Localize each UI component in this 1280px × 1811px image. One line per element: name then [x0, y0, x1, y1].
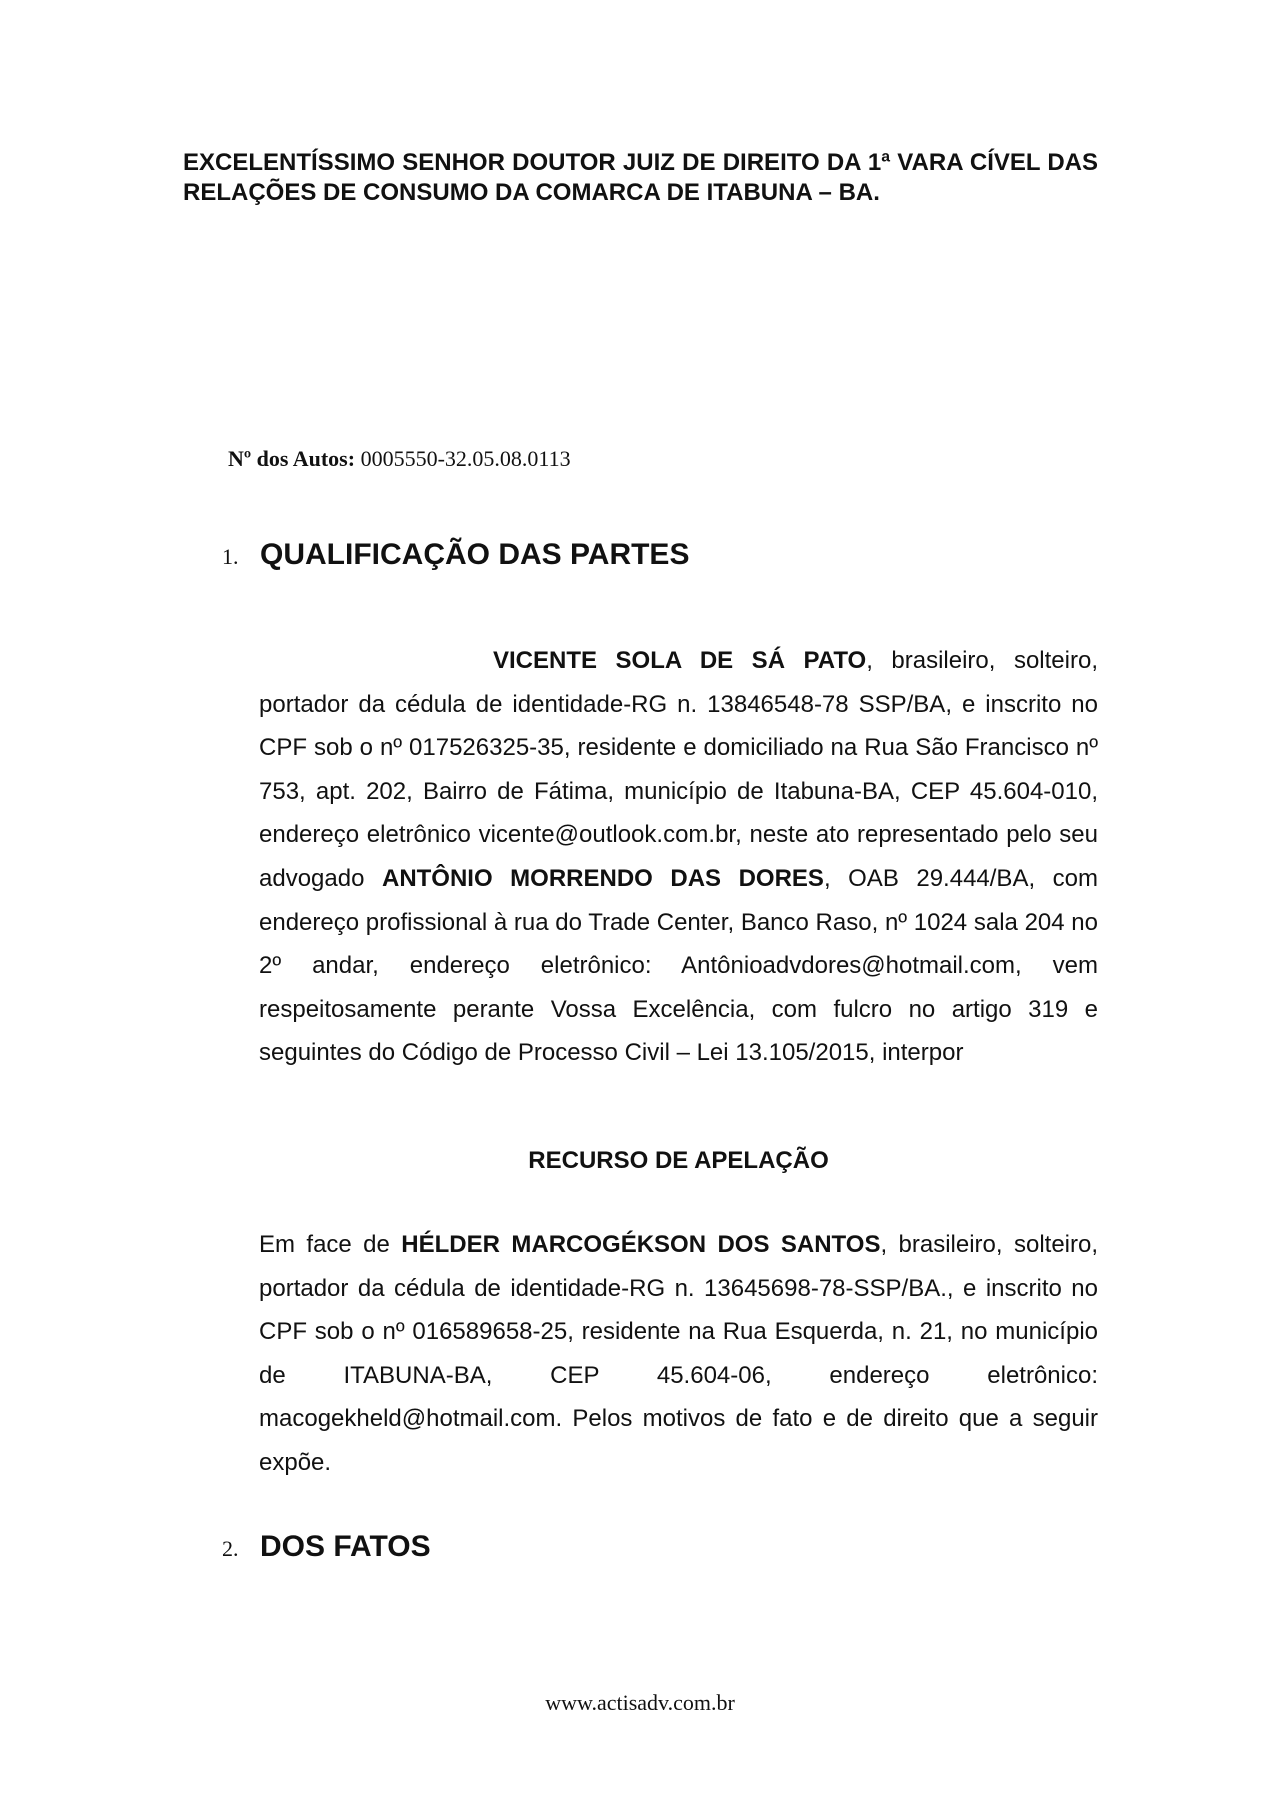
- party-1-text-1: , brasileiro, solteiro, portador da cédula de identidade-RG n. 13846548-78 SSP/BA, e inscrito no CPF sob o nº 017526325-35, residente e domiciliado na Rua São Francisco nº 753, apt. 202, Bairro de Fátima, município de Itabuna-BA, CEP 45.604-010, endereço eletrônico vicente@outlook.com.br, neste ato representado pelo seu advogado: [259, 647, 1098, 892]
- party-1-paragraph: [259, 639, 1098, 1075]
- lawyer-name: ANTÔNIO MORRENDO DAS DORES: [381, 864, 824, 892]
- case-number-line: [228, 446, 571, 472]
- addressee-heading: EXCELENTÍSSIMO SENHOR DOUTOR JUIZ DE DIREITO DA 1ª VARA CÍVEL DAS RELAÇÕES DE CONSUMO DA COMARCA DE ITABUNA – BA.: [183, 149, 1098, 206]
- party-1-name: VICENTE SOLA DE SÁ PATO: [493, 647, 867, 674]
- party-1-text-2: , OAB 29.444/BA, com endereço profissional à rua do Trade Center, Banco Raso, nº 1024 sala 204 no 2º andar, endereço eletrônico: Antônioadvdores@hotmail.com, vem respeitosamente perante Vossa Excelência, com fulcro no artigo 319 e seguintes do Código de Processo Civil – Lei 13.105/2015, interpor: [259, 864, 1098, 1067]
- party-2-text: , brasileiro, solteiro, portador da cédula de identidade-RG n. 13645698-78-SSP/BA., e inscrito no CPF sob o nº 016589658-25, residente na Rua Esquerda, n. 21, no município de ITABUNA-BA, CEP 45.604-06, endereço eletrônico: macogekheld@hotmail.com. Pelos motivos de fato e de direito que a seguir expõe.: [259, 1231, 1099, 1476]
- party-2-name: HÉLDER MARCOGÉKSON DOS SANTOS: [401, 1231, 881, 1258]
- section-1-heading: [222, 538, 689, 572]
- footer-website: www.actisadv.com.br: [545, 1690, 735, 1715]
- party-2-intro: Em face de: [259, 1231, 402, 1258]
- section-1-number: 1.: [222, 544, 239, 569]
- section-2-heading: [222, 1530, 431, 1564]
- case-number: 0005550-32.05.08.0113: [360, 446, 571, 471]
- section-2-title: DOS FATOS: [260, 1530, 431, 1563]
- party-2-paragraph: [259, 1223, 1098, 1485]
- case-number-label: Nº dos Autos:: [228, 446, 356, 471]
- section-1-title: QUALIFICAÇÃO DAS PARTES: [260, 538, 690, 571]
- section-2-number: 2.: [222, 1536, 239, 1561]
- appeal-title: RECURSO DE APELAÇÃO: [528, 1147, 829, 1174]
